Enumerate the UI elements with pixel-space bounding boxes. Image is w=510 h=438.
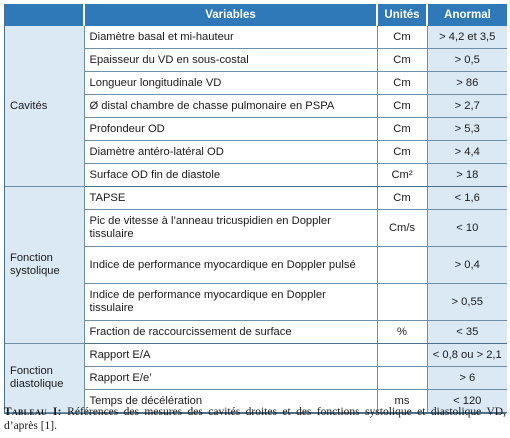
variable-cell: Profondeur OD [84,118,377,141]
variable-cell: Longueur longitudinale VD [84,72,377,95]
unit-cell: Cm/s [377,210,427,247]
variable-cell: Ø distal chambre de chasse pulmonaire en PSPA [84,95,377,118]
abnormal-cell: < 0,8 ou > 2,1 [427,344,507,367]
abnormal-cell: < 1,6 [427,187,507,210]
header-abnormal: Anormal [427,4,507,26]
caption-label: Tableau I: [4,406,62,418]
table-row [5,344,507,367]
unit-cell: % [377,321,427,344]
variable-cell: Pic de vitesse à l’anneau tricuspidien en Doppler tissulaire [84,210,377,247]
table-caption [4,405,506,433]
abnormal-cell: > 86 [427,72,507,95]
header-group [5,4,84,26]
table-row [5,187,507,210]
variable-cell: Indice de performance myocardique en Doppler tissulaire [84,284,377,321]
reference-table [5,4,507,413]
variable-cell: Surface OD fin de diastole [84,164,377,187]
abnormal-cell: > 4,2 et 3,5 [427,26,507,49]
abnormal-cell: > 18 [427,164,507,187]
variable-cell: Rapport E/e’ [84,367,377,390]
abnormal-cell: > 0,55 [427,284,507,321]
table-header-row [5,4,507,26]
variable-cell: TAPSE [84,187,377,210]
abnormal-cell: > 5,3 [427,118,507,141]
group-label: Fonction systolique [5,187,84,344]
abnormal-cell: > 2,7 [427,95,507,118]
abnormal-cell: < 120 [427,390,507,413]
header-variables: Variables [84,4,377,26]
variable-cell: Temps de décélération [84,390,377,413]
table-row [5,26,507,49]
variable-cell: Fraction de raccourcissement de surface [84,321,377,344]
unit-cell: Cm [377,187,427,210]
abnormal-cell: < 35 [427,321,507,344]
unit-cell: Cm [377,141,427,164]
variable-cell: Epaisseur du VD en sous-costal [84,49,377,72]
variable-cell: Rapport E/A [84,344,377,367]
unit-cell: Cm [377,72,427,95]
unit-cell: Cm² [377,164,427,187]
group-label: Fonction diastolique [5,344,84,413]
unit-cell: Cm [377,118,427,141]
table-outline [4,4,506,414]
abnormal-cell: < 10 [427,210,507,247]
unit-cell: Cm [377,26,427,49]
unit-cell [377,284,427,321]
abnormal-cell: > 4,4 [427,141,507,164]
caption-text: Références des mesures des cavités droites et des fonctions systolique et diastolique VD, d’après [1]. [4,406,506,432]
abnormal-cell: > 0,4 [427,247,507,284]
abnormal-cell: > 0,5 [427,49,507,72]
reference-table-container [4,4,506,414]
unit-cell [377,367,427,390]
table-body [5,26,507,413]
unit-cell: Cm [377,49,427,72]
abnormal-cell: > 6 [427,367,507,390]
variable-cell: Diamètre antéro-latéral OD [84,141,377,164]
variable-cell: Indice de performance myocardique en Doppler pulsé [84,247,377,284]
header-units: Unités [377,4,427,26]
variable-cell: Diamètre basal et mi-hauteur [84,26,377,49]
unit-cell [377,344,427,367]
unit-cell [377,247,427,284]
group-label: Cavités [5,26,84,187]
unit-cell: Cm [377,95,427,118]
unit-cell: ms [377,390,427,413]
